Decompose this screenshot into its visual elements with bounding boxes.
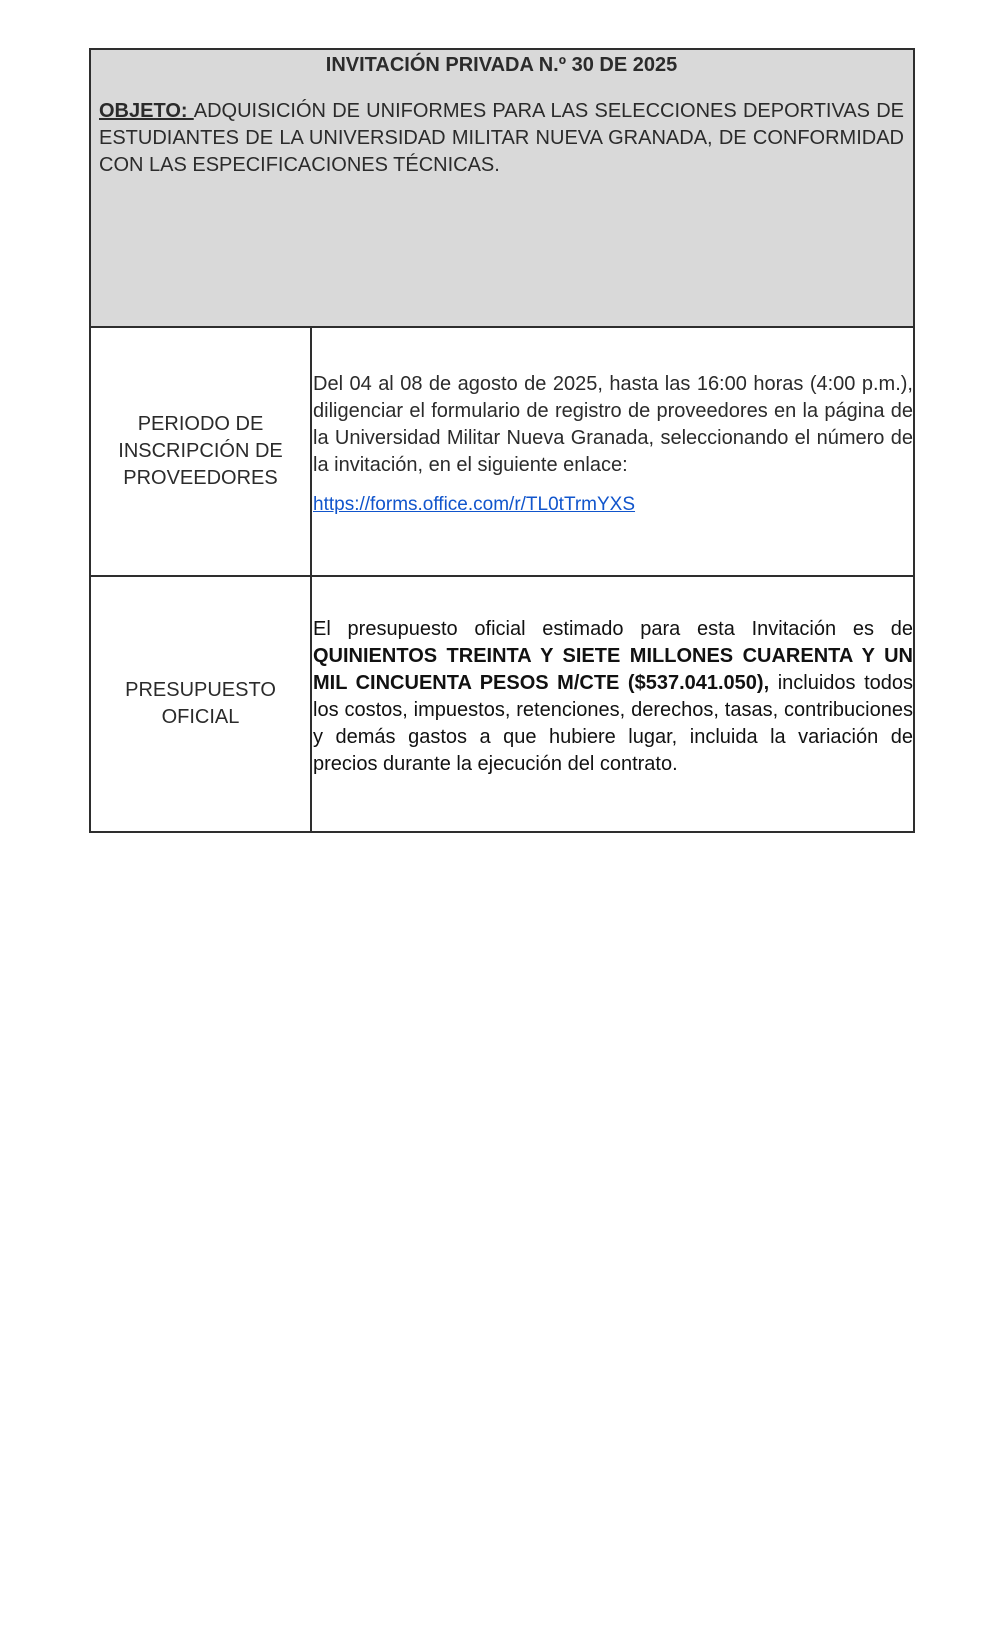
presupuesto-paragraph — [313, 616, 913, 778]
presupuesto-content-cell — [312, 577, 913, 831]
invitation-table — [89, 48, 915, 833]
presupuesto-label-cell — [91, 577, 312, 831]
objeto-paragraph — [99, 98, 904, 179]
inscripcion-label-cell — [91, 328, 312, 575]
inscripcion-content-cell — [312, 328, 913, 575]
inscripcion-label: PERIODO DE INSCRIPCIÓN DE PROVEEDORES — [118, 413, 283, 489]
table-header-cell — [91, 50, 913, 328]
document-title: INVITACIÓN PRIVADA N.º 30 DE 2025 — [325, 54, 678, 76]
presupuesto-rest: incluidos todos los costos, impuestos, retenciones, derechos, tasas, contribuciones y demás gastos a que hubiere lugar, incluida la variación de precios durante la ejecución del contrato. — [313, 672, 913, 775]
presupuesto-label: PRESUPUESTO OFICIAL — [125, 679, 276, 728]
presupuesto-amount: QUINIENTOS TREINTA Y SIETE MILLONES CUARENTA Y UN MIL CINCUENTA PESOS M/CTE ($537.041.050), — [313, 645, 913, 694]
objeto-text: ADQUISICIÓN DE UNIFORMES PARA LAS SELECCIONES DEPORTIVAS DE ESTUDIANTES DE LA UNIVERSIDAD MILITAR NUEVA GRANADA, DE CONFORMIDAD CON LAS ESPECIFICACIONES TÉCNICAS. — [99, 100, 905, 176]
table-row-presupuesto — [91, 577, 913, 831]
presupuesto-intro: El presupuesto oficial estimado para esta Invitación es de — [313, 618, 913, 640]
table-row-inscripcion — [91, 328, 913, 577]
registration-form-link[interactable]: https://forms.office.com/r/TL0tTrmYXS — [313, 494, 636, 515]
objeto-label: OBJETO: — [99, 100, 194, 122]
inscripcion-text: Del 04 al 08 de agosto de 2025, hasta las 16:00 horas (4:00 p.m.), diligenciar el formulario de registro de proveedores en la página de la Universidad Militar Nueva Granada, seleccionando el número de la invitación, en el siguiente enlace: — [313, 373, 913, 476]
